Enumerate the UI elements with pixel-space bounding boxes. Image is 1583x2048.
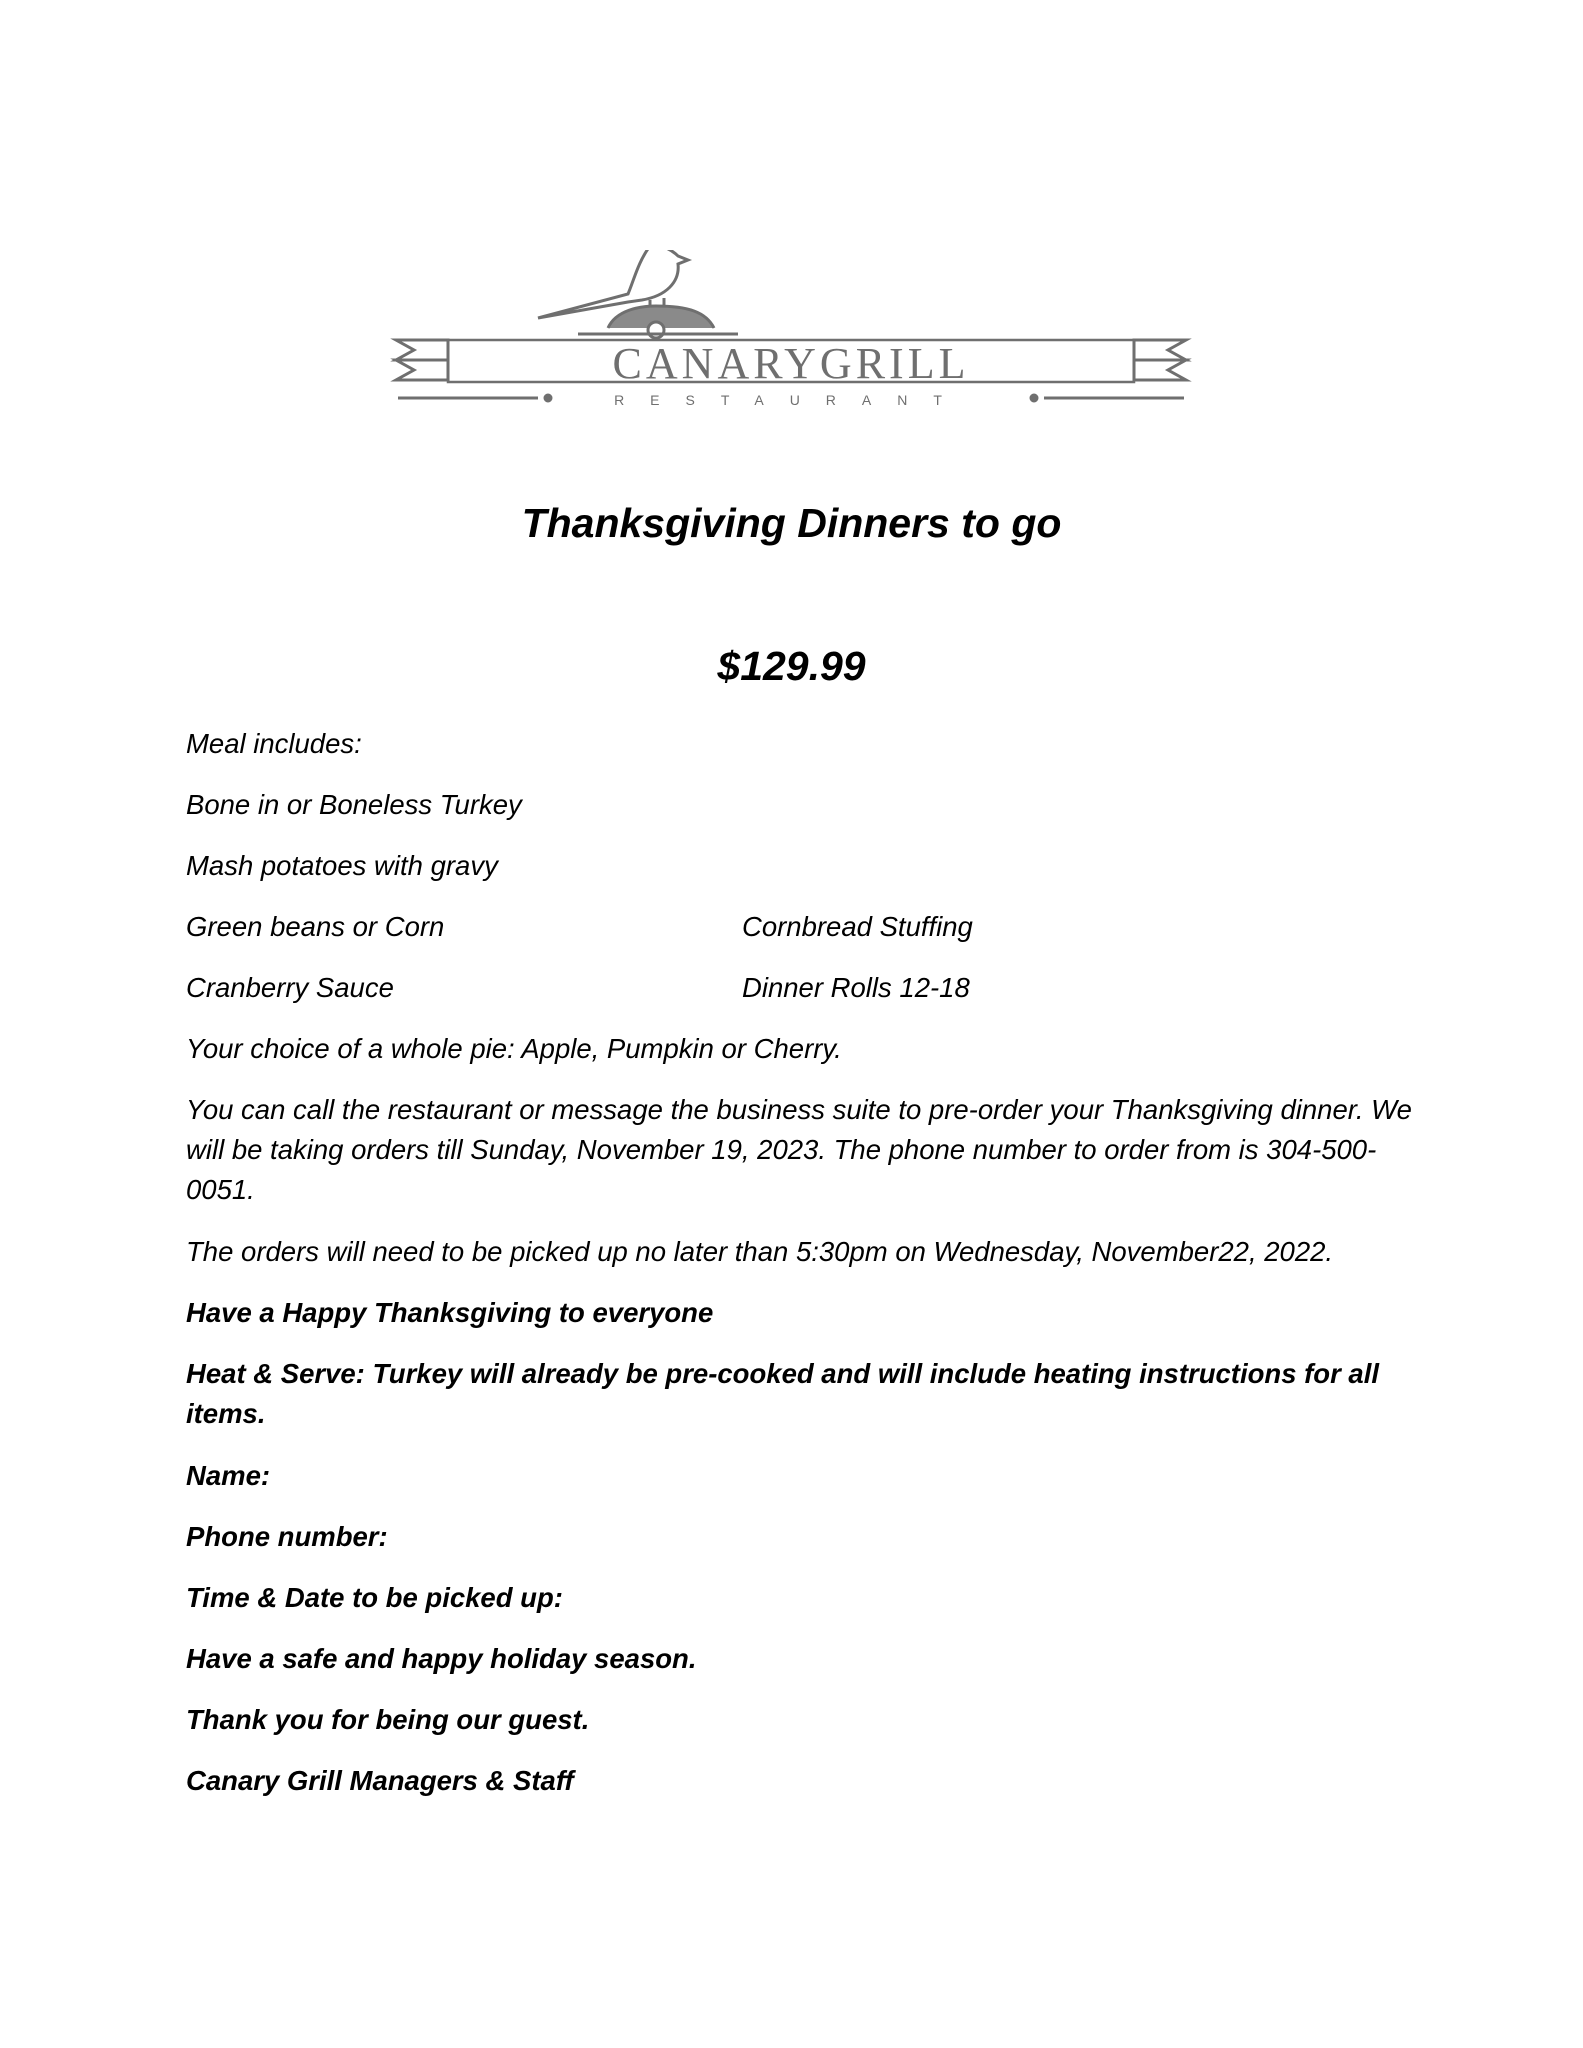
name-label: Name: [186, 1460, 271, 1491]
item-beans-corn: Green beans or Corn [186, 911, 445, 942]
heat-serve-paragraph: Heat & Serve: Turkey will already be pre-cooked and will include heating instructions for all items. [186, 1358, 1380, 1429]
price: $129.99 [717, 643, 866, 689]
item-turkey: Bone in or Boneless Turkey [186, 789, 522, 820]
happy-thanksgiving-text: Have a Happy Thanksgiving to everyone [186, 1297, 714, 1328]
item-cranberry: Cranberry Sauce [186, 972, 394, 1003]
page-title: Thanksgiving Dinners to go [521, 500, 1062, 546]
meal-includes-label: Meal includes: [186, 728, 362, 759]
item-stuffing: Cornbread Stuffing [742, 911, 973, 942]
logo-brand-name: CANARYGRILL [612, 339, 970, 388]
holiday-wish-text: Have a safe and happy holiday season. [186, 1643, 697, 1674]
pickup-info-paragraph: The orders will need to be picked up no later than 5:30pm on Wednesday, November22, 2022. [186, 1236, 1334, 1267]
item-rolls: Dinner Rolls 12-18 [742, 972, 970, 1003]
pickup-label: Time & Date to be picked up: [186, 1582, 563, 1613]
logo-brand-subtitle: RESTAURANT [614, 392, 968, 408]
signature-text: Canary Grill Managers & Staff [186, 1765, 574, 1796]
order-info-paragraph: You can call the restaurant or message the business suite to pre-order your Thanksgiving dinner. We will be taking orders till Sunday, November 19, 2023. The phone number to order from is 304-500-0051. [186, 1094, 1412, 1205]
item-potatoes: Mash potatoes with gravy [186, 850, 498, 881]
phone-label: Phone number: [186, 1521, 388, 1552]
thank-you-text: Thank you for being our guest. [186, 1704, 590, 1735]
canary-grill-logo [388, 250, 1194, 410]
item-pie: Your choice of a whole pie: Apple, Pumpkin or Cherry. [186, 1033, 842, 1064]
